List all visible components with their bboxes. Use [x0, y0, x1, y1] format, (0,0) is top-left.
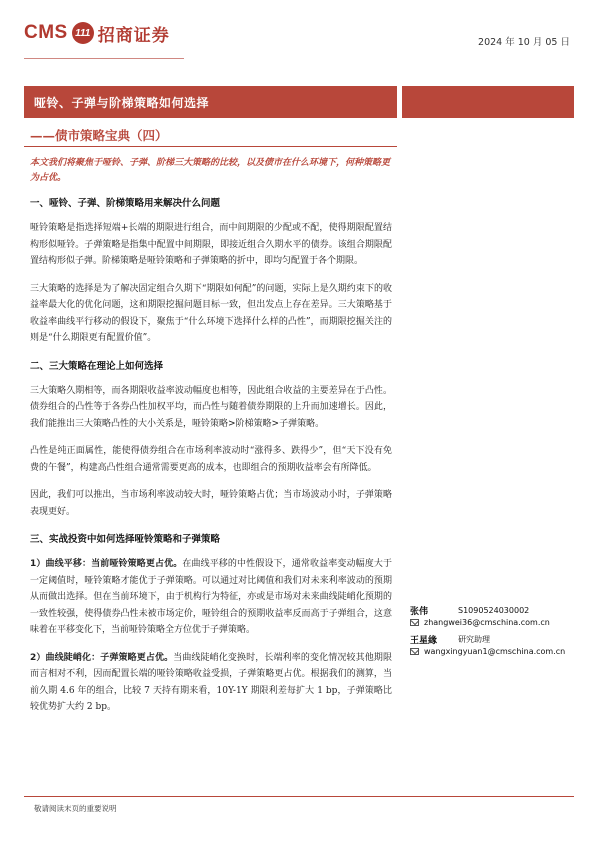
mail-icon — [410, 619, 419, 626]
item-lead: 1）曲线平移：当前哑铃策略更占优。 — [30, 559, 183, 569]
analyst-name: 王星緣 — [410, 635, 438, 646]
page-footer — [24, 796, 574, 814]
mail-icon — [410, 648, 419, 655]
footer-divider — [24, 796, 574, 797]
analyst-row — [410, 603, 578, 617]
header-divider — [24, 58, 184, 59]
analyst-email-row — [410, 646, 578, 657]
paragraph: 三大策略的选择是为了解决固定组合久期下“期限如何配”的问题，实际上是久期约束下的收益率最大化的优化问题，这和期限挖掘问题目标一致，但出发点上存在差异。三大策略基于收益率曲线平行移动的假设下，聚焦于“什么环境下选择什么样的凸性”，而期限挖掘关注的则是“什么期限更有配置价值”。 — [30, 283, 392, 343]
item-lead: 2）曲线陡峭化：子弹策略更占优。 — [30, 652, 174, 663]
title-band-right — [402, 86, 574, 118]
paragraph: 因此，我们可以推出，当市场利率波动较大时，哑铃策略占优；当市场波动小时，子弹策略表现更好。 — [30, 490, 392, 517]
report-date: 2024 年 10 月 05 日 — [478, 37, 570, 48]
list-item — [30, 556, 392, 639]
logo-cn: 招商证券 — [97, 25, 170, 46]
list-item — [30, 650, 392, 716]
paragraph: 哑铃策略是指选择短端+长端的期限进行组合，而中间期限的少配或不配，使得期限配置结构形似哑铃。子弹策略是指集中配置中间期限，即接近组合久期水平的债券。该组合期限配置结构形似子弹。阶梯策略是哑铃策略和子弹策略的折中，即均匀配置于各个期限。 — [30, 223, 392, 266]
analyst-email[interactable]: zhangwei36@cmschina.com.cn — [424, 618, 550, 627]
main-content — [30, 156, 392, 727]
analyst-name: 张伟 — [410, 606, 429, 617]
analyst-row — [410, 632, 578, 646]
title-band — [24, 86, 397, 118]
section-heading-2: 二、三大策略在理论上如何选择 — [30, 360, 164, 372]
logo-badge-icon: 111 — [72, 22, 94, 44]
footer-disclaimer: 敬请阅读末页的重要说明 — [34, 804, 117, 813]
company-logo — [24, 18, 170, 48]
analyst-email-row — [410, 617, 578, 628]
item-text: 在曲线平移的中性假设下，通常收益率变动幅度大于一定阈值时，哑铃策略才能优于子弹策略。可以通过对比阈值和我们对未来利率波动的预期从而做出选择。但在当前环境下，由于机构行为特征，亦或是市场对未来曲线陡峭化预期的一致性较强，使得债券凸性未被市场定价，哑铃组合的预期收益率反而高于子弹组合，这意味着在平移变化下，当前哑铃策略全方位优于子弹策略。 — [30, 559, 392, 635]
analyst-title: 研究助理 — [458, 634, 490, 644]
subtitle-divider — [24, 146, 397, 147]
page-header — [24, 14, 574, 54]
report-subtitle: ——债市策略宝典（四） — [30, 128, 168, 143]
item-text: 当曲线陡峭化变换时，长端利率的变化情况较其他期限而言相对不利，因而配置长端的哑铃策略收益受损，子弹策略更占优。根据我们的测算，当前久期 4.6 年的组合，比较 7 天持有期来看，10Y-1Y 期限利差每扩大 1 bp，子弹策略比较优势扩大约 2 bp。 — [30, 652, 392, 712]
analyst-cert: S1090524030002 — [458, 605, 530, 615]
section-heading-3: 三、实战投资中如何选择哑铃策略和子弹策略 — [30, 534, 221, 545]
summary: 本文我们将聚焦于哑铃、子弹、阶梯三大策略的比较，以及债市在什么环境下，何种策略更为占优。 — [30, 158, 391, 183]
paragraph: 三大策略久期相等，而各期限收益率波动幅度也相等，因此组合收益的主要差异在于凸性。债券组合的凸性等于各券凸性加权平均，而凸性与随着债券期限的上升而加速增长。因此，我们能推出三大策略凸性的大小关系是，哑铃策略>阶梯策略>子弹策略。 — [30, 385, 392, 429]
paragraph: 凸性是纯正面属性，能使得债券组合在市场利率波动时“涨得多、跌得少”，但“天下没有免费的午餐”，构建高凸性组合通常需要更高的成本，也即组合的预期收益率会有所降低。 — [30, 446, 392, 473]
section-heading-1: 一、哑铃、子弹、阶梯策略用来解决什么问题 — [30, 198, 221, 209]
report-title: 哑铃、子弹与阶梯策略如何选择 — [34, 95, 210, 110]
analyst-email[interactable]: wangxingyuan1@cmschina.com.cn — [424, 647, 566, 656]
analyst-sidebar — [410, 603, 578, 657]
logo-en: CMS — [24, 22, 68, 43]
